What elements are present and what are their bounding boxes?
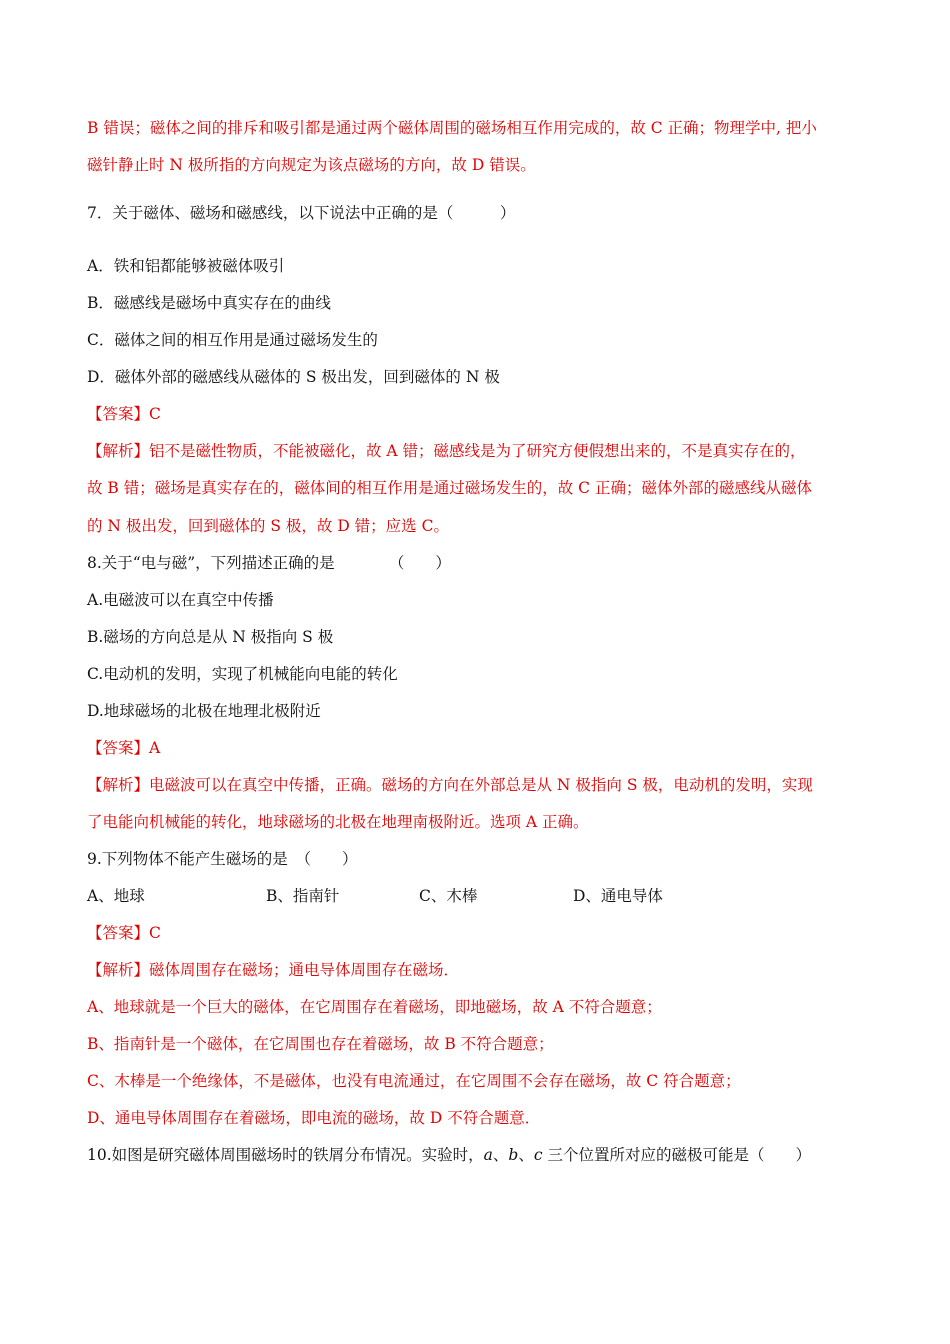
question-7-explanation-line-1: 【解析】铝不是磁性物质，不能被磁化，故 A 错；磁感线是为了研究方便假想出来的，不是真实存在的，	[87, 442, 806, 460]
question-7-explanation-line-2: 故 B 错；磁场是真实存在的，磁体间的相互作用是通过磁场发生的，故 C 正确；磁体外部的磁感线从磁体	[87, 479, 812, 497]
question-10-stem	[87, 1144, 811, 1166]
question-8-answer: 【答案】A	[87, 739, 161, 757]
question-9-option-b: B、指南针	[266, 887, 340, 905]
explanation-6-line-2: 磁针静止时 N 极所指的方向规定为该点磁场的方向，故 D 错误。	[87, 156, 536, 174]
question-7-option-a: A．铁和铝都能够被磁体吸引	[87, 257, 285, 275]
question-8-explanation-line-2: 了电能向机械能的转化，地球磁场的北极在地理南极附近。选项 A 正确。	[87, 813, 589, 831]
question-10-separator-2: 、	[518, 1146, 534, 1164]
question-9-explanation-line-4: C、木棒是一个绝缘体，不是磁体，也没有电流通过，在它周围不会存在磁场，故 C 符合题意；	[87, 1072, 741, 1090]
question-7-option-c: C．磁体之间的相互作用是通过磁场发生的	[87, 331, 378, 349]
question-10-label-a: a	[483, 1146, 493, 1164]
question-8-option-b: B.磁场的方向总是从 N 极指向 S 极	[87, 628, 334, 646]
question-9-answer: 【答案】C	[87, 924, 161, 942]
question-7-option-b: B．磁感线是磁场中真实存在的曲线	[87, 294, 331, 312]
question-8-option-d: D.地球磁场的北极在地理北极附近	[87, 702, 321, 720]
question-10-stem-suffix: 三个位置所对应的磁极可能是（ ）	[542, 1146, 811, 1164]
question-9-explanation-line-3: B、指南针是一个磁体，在它周围也存在着磁场，故 B 不符合题意；	[87, 1035, 554, 1053]
question-9-options	[87, 885, 787, 907]
question-10-separator-1: 、	[492, 1146, 509, 1164]
question-10-label-b: b	[508, 1146, 519, 1164]
question-9-option-a: A、地球	[87, 887, 145, 905]
question-9-explanation-line-5: D、通电导体周围存在着磁场，即电流的磁场，故 D 不符合题意．	[87, 1109, 541, 1127]
question-8-option-c: C.电动机的发明，实现了机械能向电能的转化	[87, 665, 398, 683]
question-9-explanation-line-2: A、地球就是一个巨大的磁体，在它周围存在着磁场，即地磁场，故 A 不符合题意；	[87, 998, 662, 1016]
question-9-option-c: C、木棒	[419, 887, 478, 905]
question-8-stem: 8.关于“电与磁”，下列描述正确的是 （ ）	[87, 554, 451, 572]
question-7-explanation-line-3: 的 N 极出发，回到磁体的 S 极，故 D 错；应选 C。	[87, 517, 449, 535]
question-7-answer: 【答案】C	[87, 405, 161, 423]
question-10-stem-prefix: 10.如图是研究磁体周围磁场时的铁屑分布情况。实验时，	[87, 1146, 484, 1164]
question-10-label-c: c	[533, 1146, 543, 1164]
question-7-option-d: D．磁体外部的磁感线从磁体的 S 极出发，回到磁体的 N 极	[87, 368, 500, 386]
question-9-option-d: D、通电导体	[573, 887, 663, 905]
explanation-6-line-1: B 错误；磁体之间的排斥和吸引都是通过两个磁体周围的磁场相互作用完成的，故 C 正确；物理学中, 把小	[87, 119, 817, 137]
question-9-explanation-line-1: 【解析】磁体周围存在磁场；通电导体周围存在磁场．	[87, 961, 460, 979]
question-9-stem: 9.下列物体不能产生磁场的是 （ ）	[87, 850, 358, 868]
question-8-option-a: A.电磁波可以在真空中传播	[87, 591, 274, 609]
question-7-stem: 7．关于磁体、磁场和磁感线，以下说法中正确的是（ ）	[87, 204, 516, 222]
question-8-explanation-line-1: 【解析】电磁波可以在真空中传播，正确。磁场的方向在外部总是从 N 极指向 S 极，电动机的发明，实现	[87, 776, 813, 794]
